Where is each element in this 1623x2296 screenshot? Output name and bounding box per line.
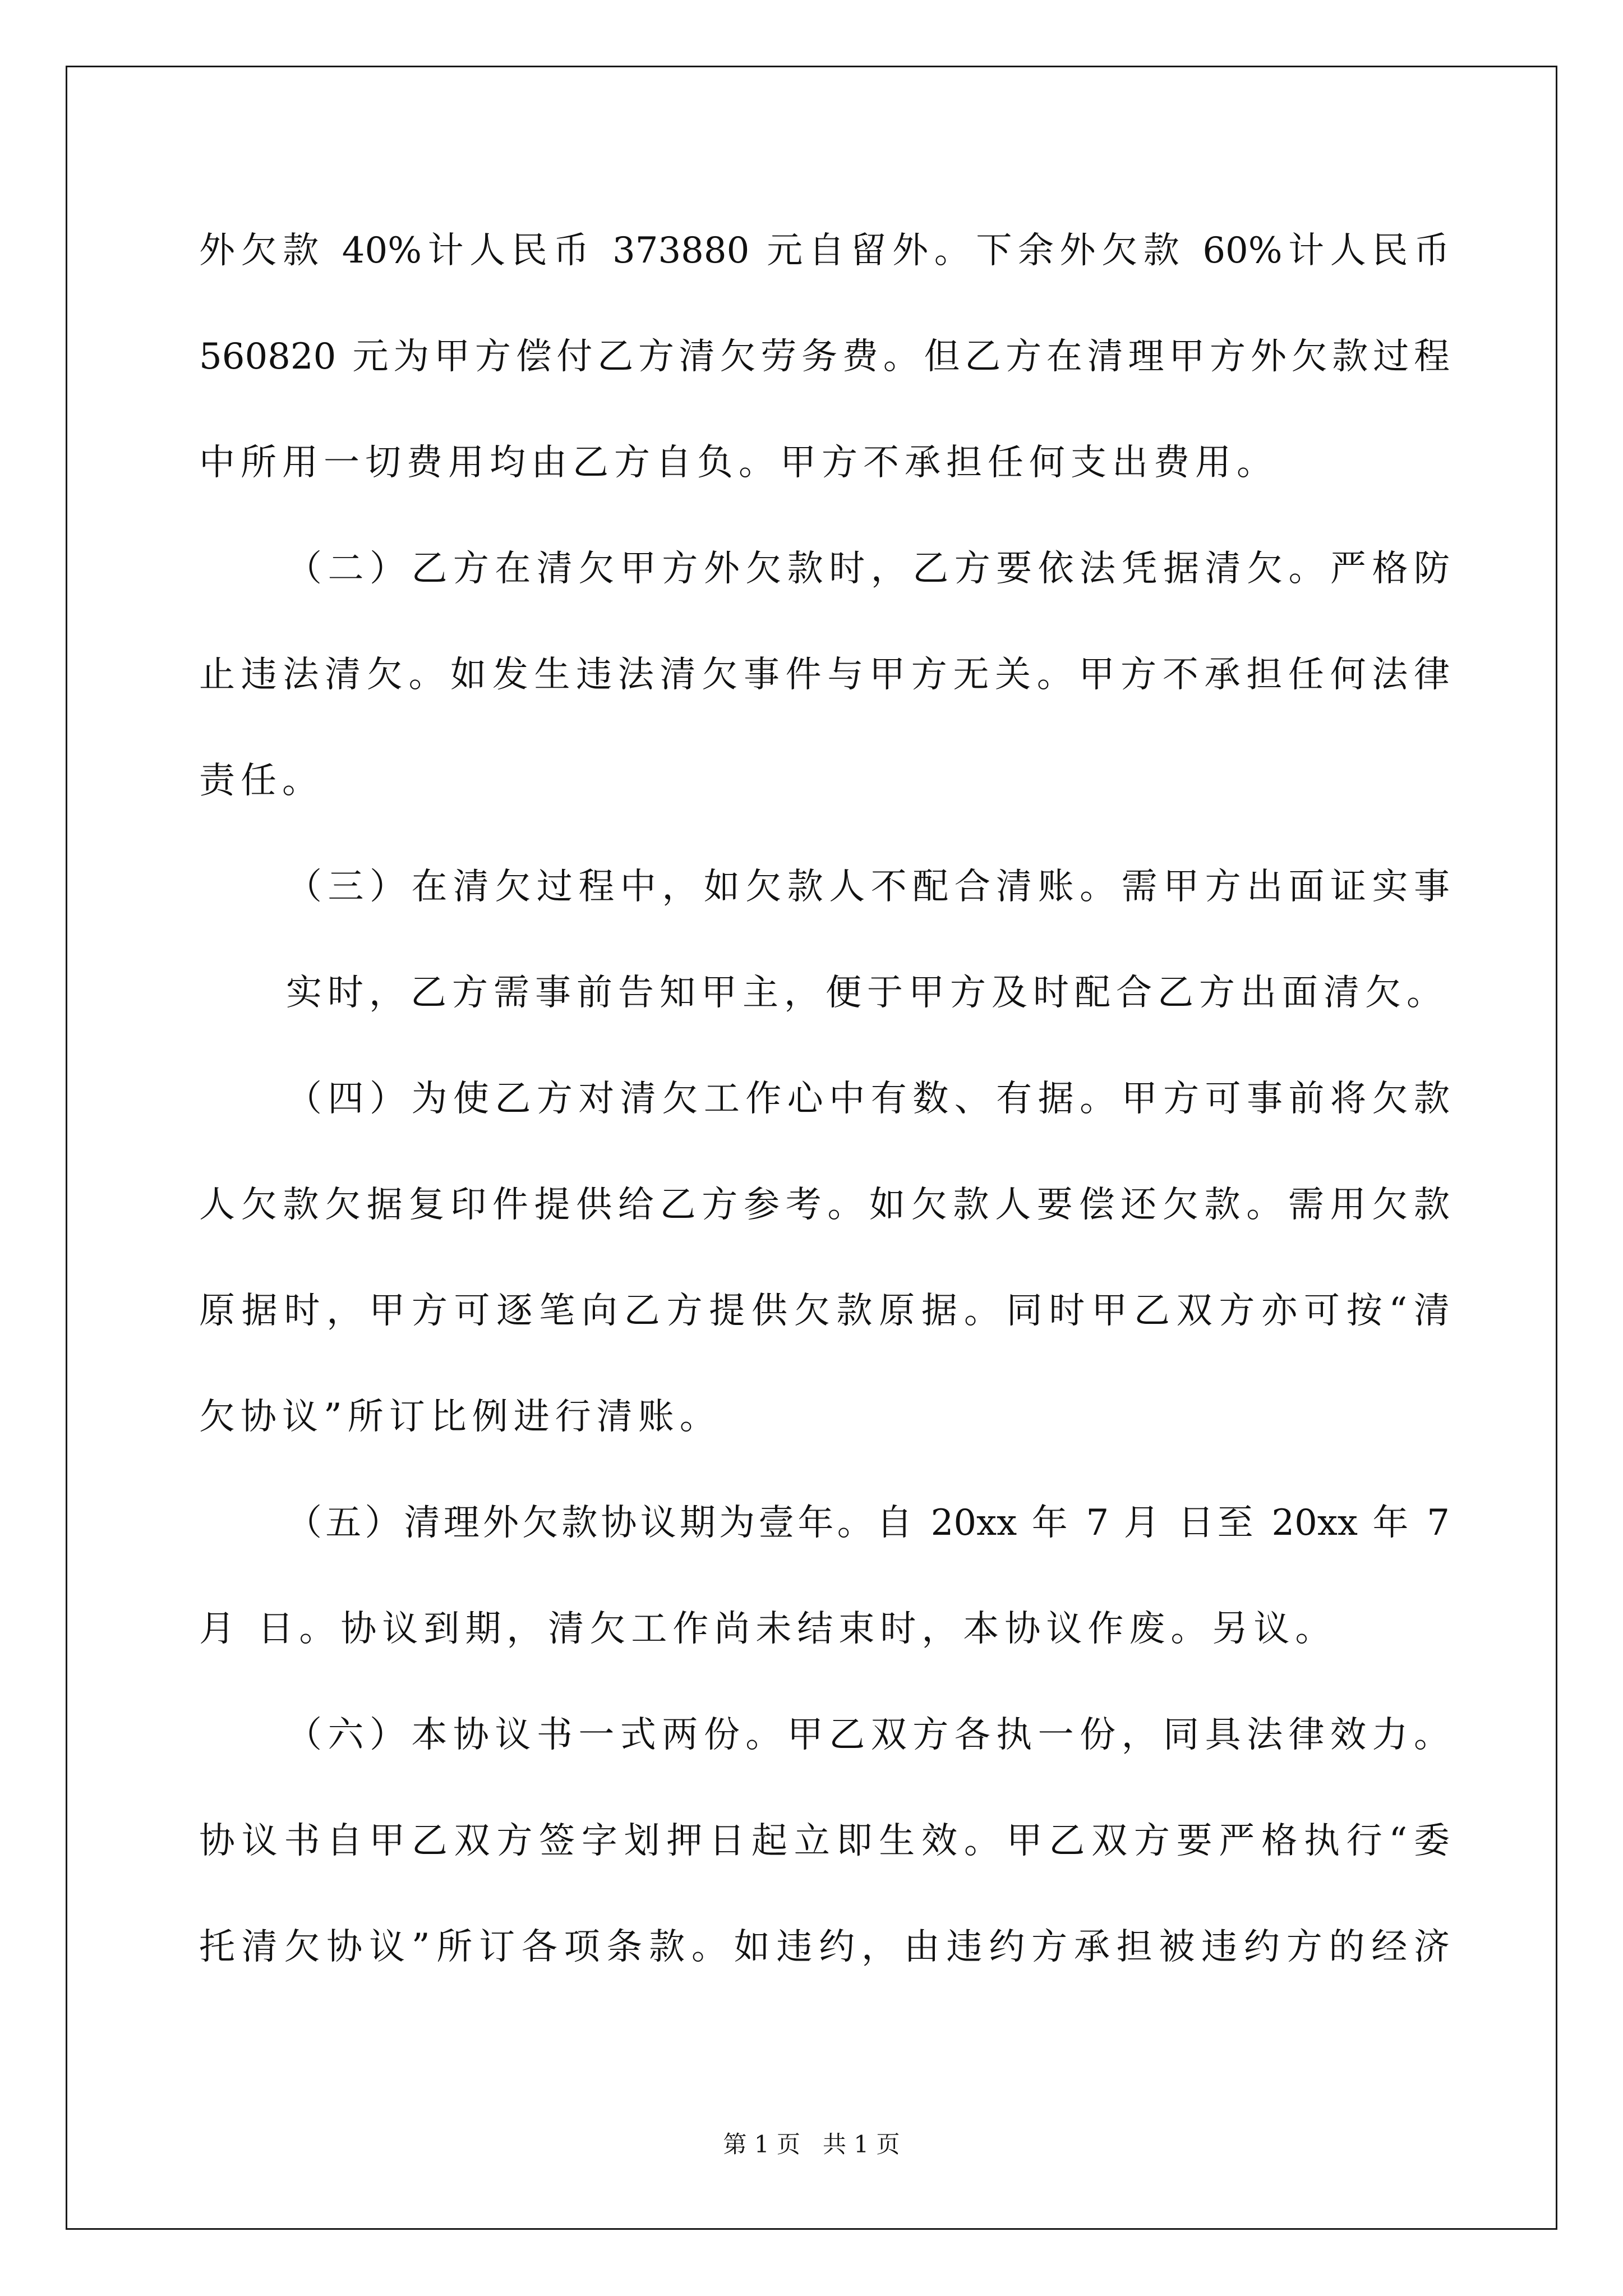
text-line: 人欠款欠据复印件提供给乙方参考。如欠款人要偿还欠款。需用欠款	[199, 1184, 1450, 1226]
text-line: 原据时，甲方可逐笔向乙方提供欠款原据。同时甲乙双方亦可按“清	[199, 1290, 1450, 1332]
text-line: 协议书自甲乙双方签字划押日起立即生效。甲乙双方要严格执行“委	[199, 1820, 1450, 1862]
text-line: （六）本协议书一式两份。甲乙双方各执一份，同具法律效力。	[286, 1714, 1450, 1756]
text-line: 责任。	[199, 760, 324, 802]
page-number: 第 1 页 共 1 页	[723, 2131, 900, 2158]
text-line: 月 日。协议到期，清欠工作尚未结束时，本协议作废。另议。	[199, 1608, 1337, 1650]
text-line: 实时，乙方需事前告知甲主，便于甲方及时配合乙方出面清欠。	[286, 972, 1448, 1014]
text-line: （二）乙方在清欠甲方外欠款时，乙方要依法凭据清欠。严格防	[286, 548, 1450, 590]
text-line: 外欠款 40%计人民币 373880 元自留外。下余外欠款 60%计人民币	[199, 230, 1450, 272]
text-line: 止违法清欠。如发生违法清欠事件与甲方无关。甲方不承担任何法律	[199, 654, 1450, 696]
text-line: 欠协议”所订比例进行清账。	[199, 1396, 721, 1438]
text-line: （四）为使乙方对清欠工作心中有数、有据。甲方可事前将欠款	[286, 1078, 1450, 1120]
text-line: （五）清理外欠款协议期为壹年。自 20xx 年 7 月 日至 20xx 年 7	[286, 1502, 1450, 1544]
page-border	[66, 66, 1557, 2230]
text-line: （三）在清欠过程中，如欠款人不配合清账。需甲方出面证实事	[286, 866, 1450, 908]
text-line: 560820 元为甲方偿付乙方清欠劳务费。但乙方在清理甲方外欠款过程	[199, 336, 1450, 378]
text-line: 中所用一切费用均由乙方自负。甲方不承担任何支出费用。	[199, 442, 1278, 484]
text-line: 托清欠协议”所订各项条款。如违约，由违约方承担被违约方的经济	[199, 1926, 1450, 1968]
